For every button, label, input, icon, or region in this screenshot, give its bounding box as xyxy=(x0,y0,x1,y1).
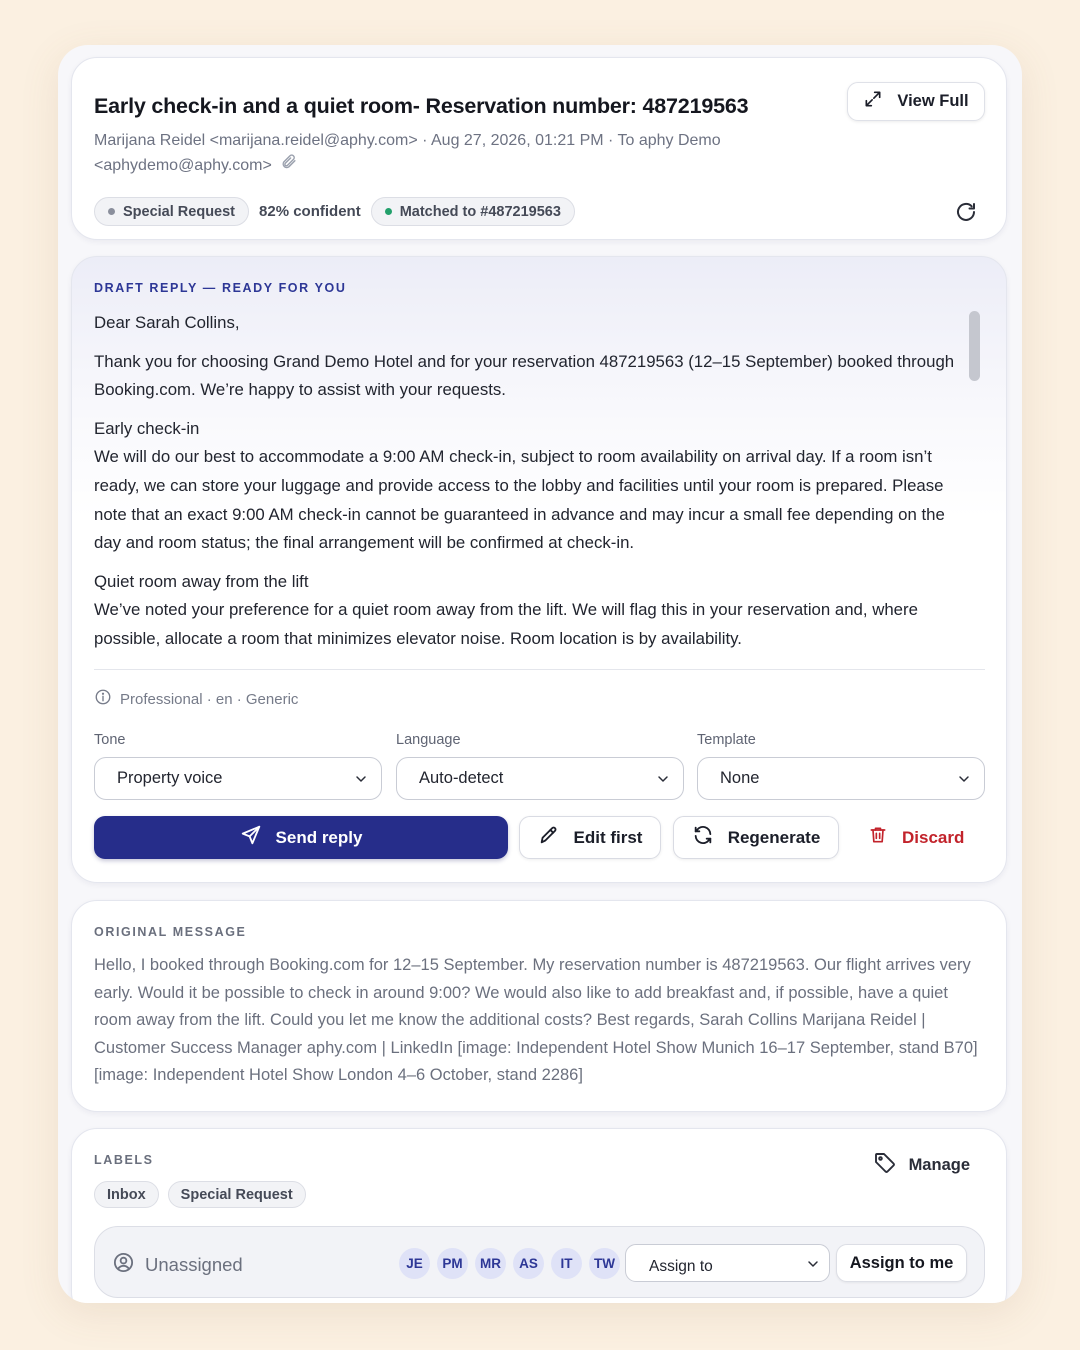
chevron-down-icon xyxy=(956,771,972,792)
tag-icon xyxy=(873,1151,897,1180)
label-chip-inbox[interactable]: Inbox xyxy=(94,1181,159,1208)
draft-reply-card xyxy=(71,256,1007,883)
refresh-icon[interactable] xyxy=(954,200,978,229)
draft-scrollbar[interactable] xyxy=(969,311,980,381)
template-value: None xyxy=(720,769,760,787)
original-message-card xyxy=(71,900,1007,1112)
paperclip-icon[interactable] xyxy=(280,153,297,178)
send-reply-label: Send reply xyxy=(275,827,363,847)
view-full-button[interactable] xyxy=(847,82,985,121)
draft-greeting: Dear Sarah Collins, xyxy=(94,313,240,332)
recipient-address: <aphydemo@aphy.com> xyxy=(94,157,272,174)
quiet-room-body: We’ve noted your preference for a quiet room away from the lift. We will flag this in your reservation and, where possible, allocate a room that minimizes elevator noise. Room location is by availability. xyxy=(94,600,918,648)
email-detail-panel xyxy=(58,45,1022,1303)
avatar[interactable]: TW xyxy=(589,1248,620,1279)
edit-first-label: Edit first xyxy=(573,827,643,847)
tone-label: Tone xyxy=(94,732,126,748)
send-icon xyxy=(240,824,262,851)
avatar[interactable]: PM xyxy=(437,1248,468,1279)
chevron-down-icon xyxy=(655,771,671,792)
info-icon xyxy=(94,688,112,710)
email-header-card xyxy=(71,57,1007,240)
expand-icon xyxy=(863,89,883,114)
early-checkin-heading: Early check-in xyxy=(94,418,200,438)
language-label: Language xyxy=(396,732,461,748)
generation-info xyxy=(94,688,298,710)
original-section-label: ORIGINAL MESSAGE xyxy=(94,925,247,939)
classification-row xyxy=(94,197,575,226)
generation-info-text: Professional · en · Generic xyxy=(120,690,299,708)
discard-label: Discard xyxy=(902,827,965,847)
template-select[interactable] xyxy=(697,757,985,800)
assignee-text: Unassigned xyxy=(145,1254,243,1275)
draft-early-section xyxy=(94,415,968,558)
reservation-match-chip[interactable] xyxy=(371,197,575,226)
avatar[interactable]: JE xyxy=(399,1248,430,1279)
pencil-icon xyxy=(538,824,560,851)
match-label: Matched to #487219563 xyxy=(399,203,561,220)
regenerate-label: Regenerate xyxy=(727,827,821,847)
quiet-room-heading: Quiet room away from the lift xyxy=(94,571,309,591)
category-label: Special Request xyxy=(123,203,236,220)
language-value: Auto-detect xyxy=(419,769,504,787)
draft-quiet-section xyxy=(94,568,968,654)
draft-intro: Thank you for choosing Grand Demo Hotel and for your reservation 487219563 (12–15 September) booked through Booking.com. We’re happy to assist with your requests. xyxy=(94,351,955,400)
manage-labels-button[interactable] xyxy=(873,1151,970,1180)
label-chip-special-request[interactable]: Special Request xyxy=(168,1181,306,1208)
assign-to-me-button[interactable]: Assign to me xyxy=(836,1244,967,1282)
email-meta-line: Marijana Reidel <marijana.reidel@aphy.com> · Aug 27, 2026, 01:21 PM · To aphy Demo xyxy=(94,132,721,149)
early-checkin-body: We will do our best to accommodate a 9:00 AM check-in, subject to room availability on arrival day. If a room isn’t ready, we can store your luggage and provide access to the lobby and facilities until your room is prepared. Please note that an exact 9:00 AM check-in cannot be guaranteed in advance and may incur a small fee depending on the day and room status; the final arrangement will be confirmed at check-in. xyxy=(94,447,945,553)
template-label: Template xyxy=(697,732,756,748)
chevron-down-icon xyxy=(353,771,369,792)
category-chip xyxy=(94,197,249,226)
send-reply-button[interactable] xyxy=(94,816,508,859)
assign-to-select[interactable] xyxy=(625,1244,830,1282)
confidence-text: 82% confident xyxy=(259,203,361,220)
tone-value: Property voice xyxy=(117,769,223,787)
avatar[interactable]: MR xyxy=(475,1248,506,1279)
email-meta xyxy=(94,129,794,178)
original-message-text: Hello, I booked through Booking.com for 12–15 September. My reservation number is 487219563. Our flight arrives very early. Would it be possible to check in around 9:00? We would also like to add breakfast and, if possible, have a quiet room away from the lift. Could you let me know the additional costs? Best regards, Sarah Collins Marijana Reidel | Customer Success Manager aphy.com | LinkedIn [image: Independent Hotel Show Munich 16–17 September, stand B70] [image: Independent Hotel Show London 4–6 October, stand 2286] xyxy=(94,956,978,1085)
labels-section-label: LABELS xyxy=(94,1153,154,1167)
avatar[interactable]: AS xyxy=(513,1248,544,1279)
regenerate-button[interactable] xyxy=(673,816,839,859)
chevron-down-icon xyxy=(805,1256,821,1277)
view-full-label: View Full xyxy=(897,92,969,110)
labels-card xyxy=(71,1128,1007,1303)
assignment-bar xyxy=(94,1226,985,1298)
user-circle-icon xyxy=(112,1251,135,1279)
label-list xyxy=(94,1181,306,1208)
tone-select[interactable] xyxy=(94,757,382,800)
team-avatars xyxy=(399,1248,620,1279)
divider xyxy=(94,669,985,670)
email-meta-line xyxy=(94,153,794,178)
regenerate-icon xyxy=(692,824,714,851)
trash-icon xyxy=(868,824,888,851)
draft-reply-text[interactable] xyxy=(94,309,968,654)
category-dot xyxy=(108,208,115,215)
assignee-status xyxy=(112,1251,243,1279)
email-subject: Early check-in and a quiet room- Reservation number: 487219563 xyxy=(94,94,749,118)
edit-first-button[interactable] xyxy=(519,816,661,859)
avatar[interactable]: IT xyxy=(551,1248,582,1279)
discard-button[interactable] xyxy=(868,816,964,859)
manage-label: Manage xyxy=(908,1156,970,1174)
assign-to-placeholder: Assign to xyxy=(649,1258,713,1275)
match-dot xyxy=(385,208,392,215)
language-select[interactable] xyxy=(396,757,684,800)
draft-section-label: DRAFT REPLY — READY FOR YOU xyxy=(94,281,347,295)
